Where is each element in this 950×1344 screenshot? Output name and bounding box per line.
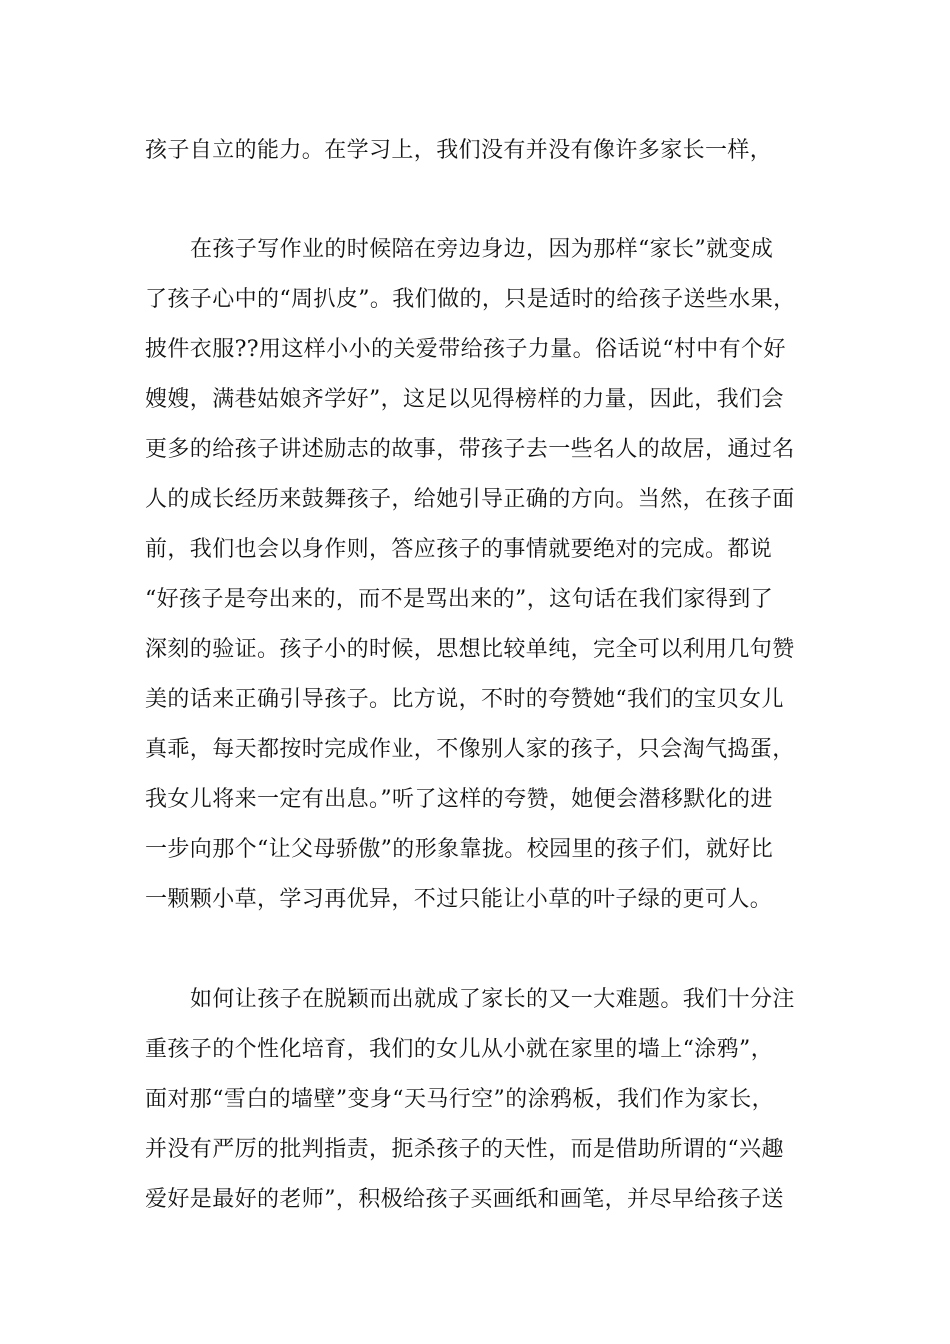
text-line: 美的话来正确引导孩子。比方说，不时的夸赞她“我们的宝贝女儿 — [145, 687, 784, 712]
text-line: 我女儿将来一定有出息。”听了这样的夸赞，她便会潜移默化的进 — [145, 787, 773, 812]
text-line: 面对那“雪白的墙壁”变身“天马行空”的涂鸦板，我们作为家长， — [145, 1087, 774, 1112]
text-line: 重孩子的个性化培育，我们的女儿从小就在家里的墙上“涂鸦”， — [145, 1037, 774, 1062]
text-line: 深刻的验证。孩子小的时候，思想比较单纯，完全可以利用几句赞 — [145, 637, 795, 662]
paragraph-first-line: 如何让孩子在脱颖而出就成了家长的又一大难题。我们十分注 — [190, 987, 795, 1012]
text-line: “好孩子是夸出来的，而不是骂出来的”，这句话在我们家得到了 — [145, 587, 774, 612]
text-line: 一颗颗小草，学习再优异，不过只能让小草的叶子绿的更可人。 — [145, 887, 773, 912]
text-line: 了孩子心中的“周扒皮”。我们做的，只是适时的给孩子送些水果， — [145, 287, 796, 312]
text-line: 嫂嫂，满巷姑娘齐学好”，这足以见得榜样的力量，因此，我们会 — [145, 387, 784, 412]
text-line: 前，我们也会以身作则，答应孩子的事情就要绝对的完成。都说 — [145, 537, 773, 562]
text-line: 爱好是最好的老师”，积极给孩子买画纸和画笔，并尽早给孩子送 — [145, 1187, 784, 1212]
text-line: 孩子自立的能力。在学习上，我们没有并没有像许多家长一样， — [145, 138, 773, 163]
text-line: 一步向那个“让父母骄傲”的形象靠拢。校园里的孩子们，就好比 — [145, 837, 774, 862]
text-line: 真乖，每天都按时完成作业，不像别人家的孩子，只会淘气捣蛋， — [145, 737, 795, 762]
text-line: 披件衣服??用这样小小的关爱带给孩子力量。俗话说“村中有个好 — [145, 337, 786, 362]
paragraph-first-line: 在孩子写作业的时候陪在旁边身边，因为那样“家长”就变成 — [190, 237, 774, 262]
text-line: 更多的给孩子讲述励志的故事，带孩子去一些名人的故居，通过名 — [145, 437, 795, 462]
text-line: 并没有严厉的批判指责，扼杀孩子的天性，而是借助所谓的“兴趣 — [145, 1137, 784, 1162]
text-line: 人的成长经历来鼓舞孩子，给她引导正确的方向。当然，在孩子面 — [145, 487, 795, 512]
